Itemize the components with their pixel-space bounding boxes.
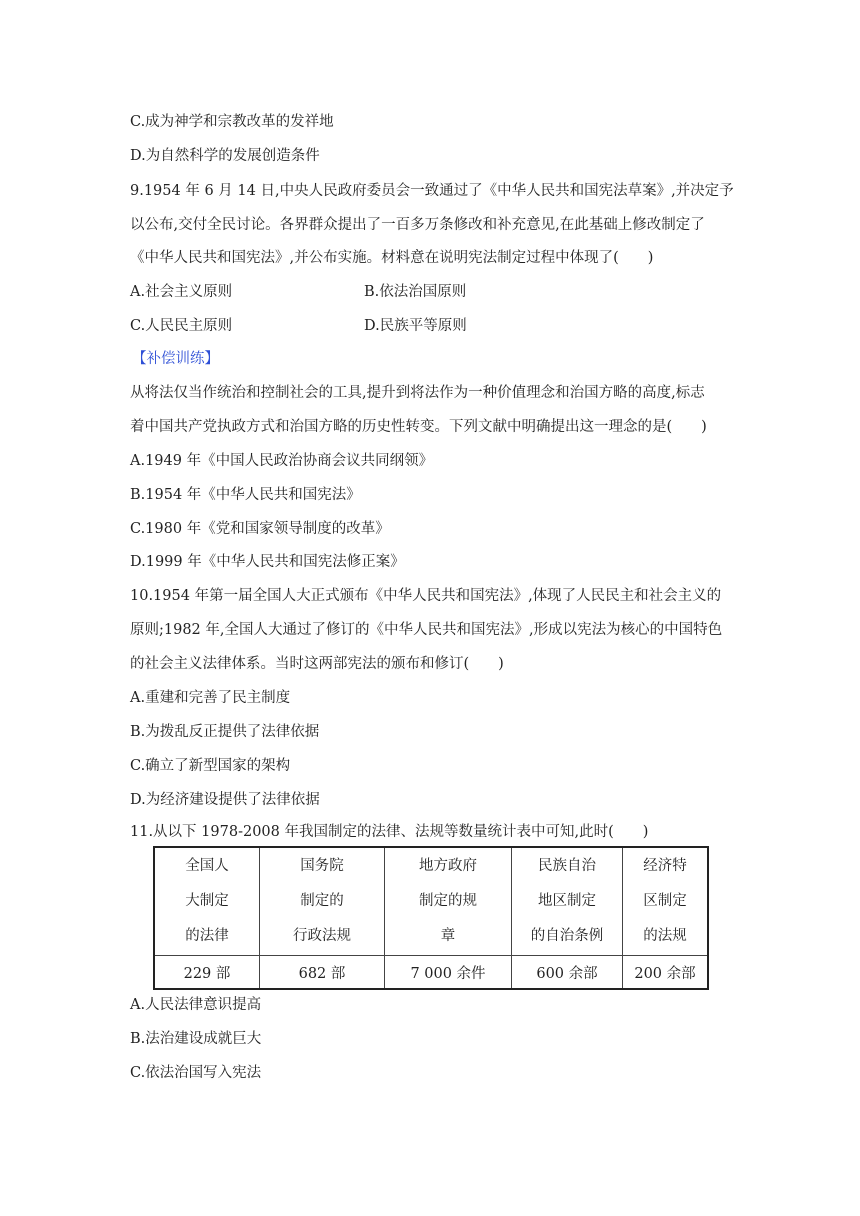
header-text: 区制定	[643, 893, 687, 909]
header-text: 章	[440, 928, 456, 944]
supp-stem-line-1: 从将法仅当作统治和控制社会的工具,提升到将法作为一种价值理念和治国方略的高度,标志	[130, 385, 705, 401]
q11-option-b: B.法治建设成就巨大	[130, 1031, 262, 1047]
supp-option-d: D.1999 年《中华人民共和国宪法修正案》	[130, 554, 405, 570]
supp-option-a: A.1949 年《中国人民政治协商会议共同纲领》	[130, 453, 434, 469]
header-text: 大制定	[185, 893, 229, 909]
q10-stem-line-3: 的社会主义法律体系。当时这两部宪法的颁布和修订( )	[130, 656, 504, 672]
value-cell: 682 部	[260, 956, 385, 990]
header-cell-autonomous	[512, 847, 623, 956]
q8-option-d: D.为自然科学的发展创造条件	[130, 148, 320, 164]
q9-option-d: D.民族平等原则	[364, 318, 467, 334]
table-header-row	[154, 847, 708, 956]
value-cell: 200 余部	[623, 956, 709, 990]
q9-option-b: B.依法治国原则	[364, 284, 467, 300]
header-text: 国务院	[300, 858, 344, 874]
header-cell-sez	[623, 847, 709, 956]
value-cell: 229 部	[154, 956, 260, 990]
supp-option-b: B.1954 年《中华人民共和国宪法》	[130, 487, 361, 503]
section-heading-supplementary: 【补偿训练】	[132, 351, 219, 367]
value-cell: 600 余部	[512, 956, 623, 990]
q10-option-d: D.为经济建设提供了法律依据	[130, 792, 320, 808]
q11-stem: 11.从以下 1978-2008 年我国制定的法律、法规等数量统计表中可知,此时( )	[130, 824, 649, 840]
q8-option-c: C.成为神学和宗教改革的发祥地	[130, 114, 334, 130]
supp-stem-line-2: 着中国共产党执政方式和治国方略的历史性转变。下列文献中明确提出这一理念的是( )	[130, 419, 707, 435]
q9-option-c: C.人民民主原则	[130, 318, 233, 334]
q10-option-a: A.重建和完善了民主制度	[130, 690, 291, 706]
header-text: 的法规	[643, 928, 687, 944]
q9-stem-line-2: 以公布,交付全民讨论。各界群众提出了一百多万条修改和补充意见,在此基础上修改制定了	[130, 217, 705, 233]
header-text: 地方政府	[419, 858, 477, 874]
q10-option-b: B.为拨乱反正提供了法律依据	[130, 724, 320, 740]
value-cell: 7 000 余件	[385, 956, 512, 990]
q11-option-c: C.依法治国写入宪法	[130, 1065, 262, 1081]
statistics-table	[153, 846, 709, 990]
header-text: 的自治条例	[530, 928, 604, 944]
header-text: 全国人	[185, 858, 229, 874]
header-cell-local-gov	[385, 847, 512, 956]
q9-stem-line-3: 《中华人民共和国宪法》,并公布实施。材料意在说明宪法制定过程中体现了( )	[130, 250, 654, 266]
q10-option-c: C.确立了新型国家的架构	[130, 758, 291, 774]
q10-stem-line-1: 10.1954 年第一届全国人大正式颁布《中华人民共和国宪法》,体现了人民民主和社会主义的	[130, 588, 722, 604]
supp-option-c: C.1980 年《党和国家领导制度的改革》	[130, 521, 390, 537]
header-text: 行政法规	[293, 928, 351, 944]
q9-stem-line-1: 9.1954 年 6 月 14 日,中央人民政府委员会一致通过了《中华人民共和国宪法草案》,并决定予	[130, 183, 734, 199]
q10-stem-line-2: 原则;1982 年,全国人大通过了修订的《中华人民共和国宪法》,形成以宪法为核心的中国特色	[130, 622, 723, 638]
header-text: 制定的规	[419, 893, 477, 909]
header-text: 经济特	[643, 858, 687, 874]
header-text: 的法律	[185, 928, 229, 944]
q9-option-a: A.社会主义原则	[130, 284, 233, 300]
header-text: 地区制定	[538, 893, 596, 909]
header-cell-state-council	[260, 847, 385, 956]
table-value-row	[154, 956, 708, 990]
q11-option-a: A.人民法律意识提高	[130, 997, 262, 1013]
header-text: 民族自治	[538, 858, 596, 874]
header-text: 制定的	[300, 893, 344, 909]
header-cell-npc-laws	[154, 847, 260, 956]
